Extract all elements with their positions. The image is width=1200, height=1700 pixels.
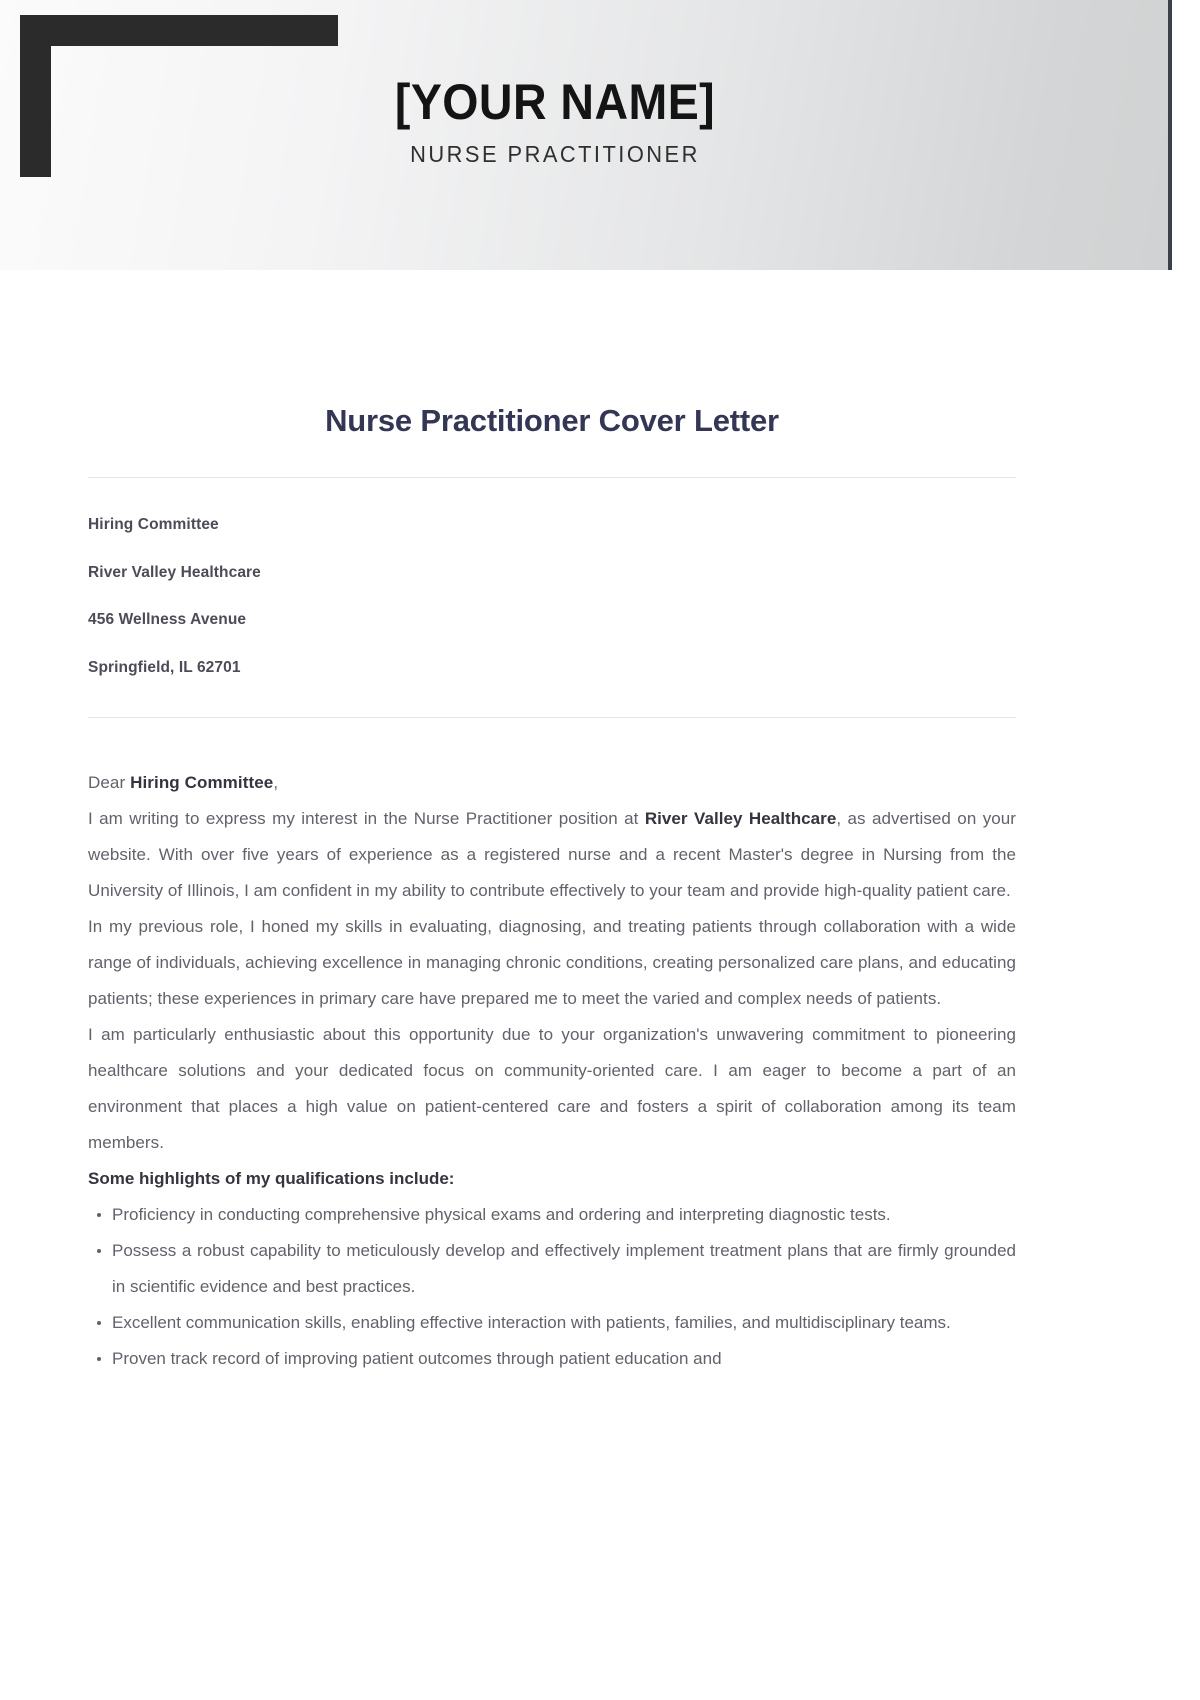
- salutation: [88, 765, 1016, 801]
- salutation-name: Hiring Committee: [130, 773, 274, 793]
- paragraph-text-after: , as advertised on your website. With over five years of experience as a registered nurse and a recent Master's degree in Nursing from the University of Illinois, I am confident in my ability to contribute effectively to your team and provide high-quality patient care.: [88, 809, 1016, 901]
- recipient-address-block: [88, 478, 1016, 675]
- corner-bracket-top-arm: [20, 15, 338, 46]
- body-paragraph: I am particularly enthusiastic about this opportunity due to your organization's unwavering commitment to pioneering healthcare solutions and your dedicated focus on community-oriented care. I am eager to become a part of an environment that places a high value on patient-centered care and fosters a spirit of collaboration among its team members.: [88, 1025, 1016, 1153]
- list-item: Proficiency in conducting comprehensive physical exams and ordering and interpreting diagnostic tests.: [88, 1197, 1016, 1233]
- list-item: Excellent communication skills, enabling effective interaction with patients, families, and multidisciplinary teams.: [88, 1305, 1016, 1341]
- paragraph-emphasis: River Valley Healthcare: [644, 809, 837, 829]
- address-line: River Valley Healthcare: [88, 563, 261, 581]
- address-line: 456 Wellness Avenue: [88, 611, 247, 629]
- document-body: [88, 270, 1016, 1377]
- letterhead-text: [0, 76, 1110, 168]
- paragraph-text-before: I am writing to express my interest in the Nurse Practitioner position at: [88, 809, 645, 829]
- highlights-lead: Some highlights of my qualifications include:: [88, 1169, 455, 1189]
- body-paragraph: In my previous role, I honed my skills in evaluating, diagnosing, and treating patients through collaboration with a wide range of individuals, achieving excellence in managing chronic conditions, creating personalized care plans, and educating patients; these experiences in primary care have prepared me to meet the varied and complex needs of patients.: [88, 917, 1016, 1009]
- candidate-role: NURSE PRACTITIONER: [410, 140, 700, 167]
- salutation-greeting: Dear: [88, 773, 131, 793]
- list-item: Possess a robust capability to meticulously develop and effectively implement treatment plans that are firmly grounded in scientific evidence and best practices.: [88, 1233, 1016, 1305]
- body-paragraph: [88, 801, 1016, 909]
- letterhead-header: [0, 0, 1170, 270]
- page-title: Nurse Practitioner Cover Letter: [325, 403, 779, 438]
- letter-content: [88, 718, 1016, 1377]
- list-item: Proven track record of improving patient outcomes through patient education and: [88, 1341, 1016, 1377]
- qualifications-list: [88, 1197, 1016, 1377]
- address-line: Springfield, IL 62701: [88, 658, 241, 676]
- salutation-comma: ,: [273, 773, 279, 793]
- candidate-name: [YOUR NAME]: [394, 74, 716, 130]
- address-line: Hiring Committee: [88, 516, 219, 534]
- header-edge-rule: [1168, 0, 1172, 270]
